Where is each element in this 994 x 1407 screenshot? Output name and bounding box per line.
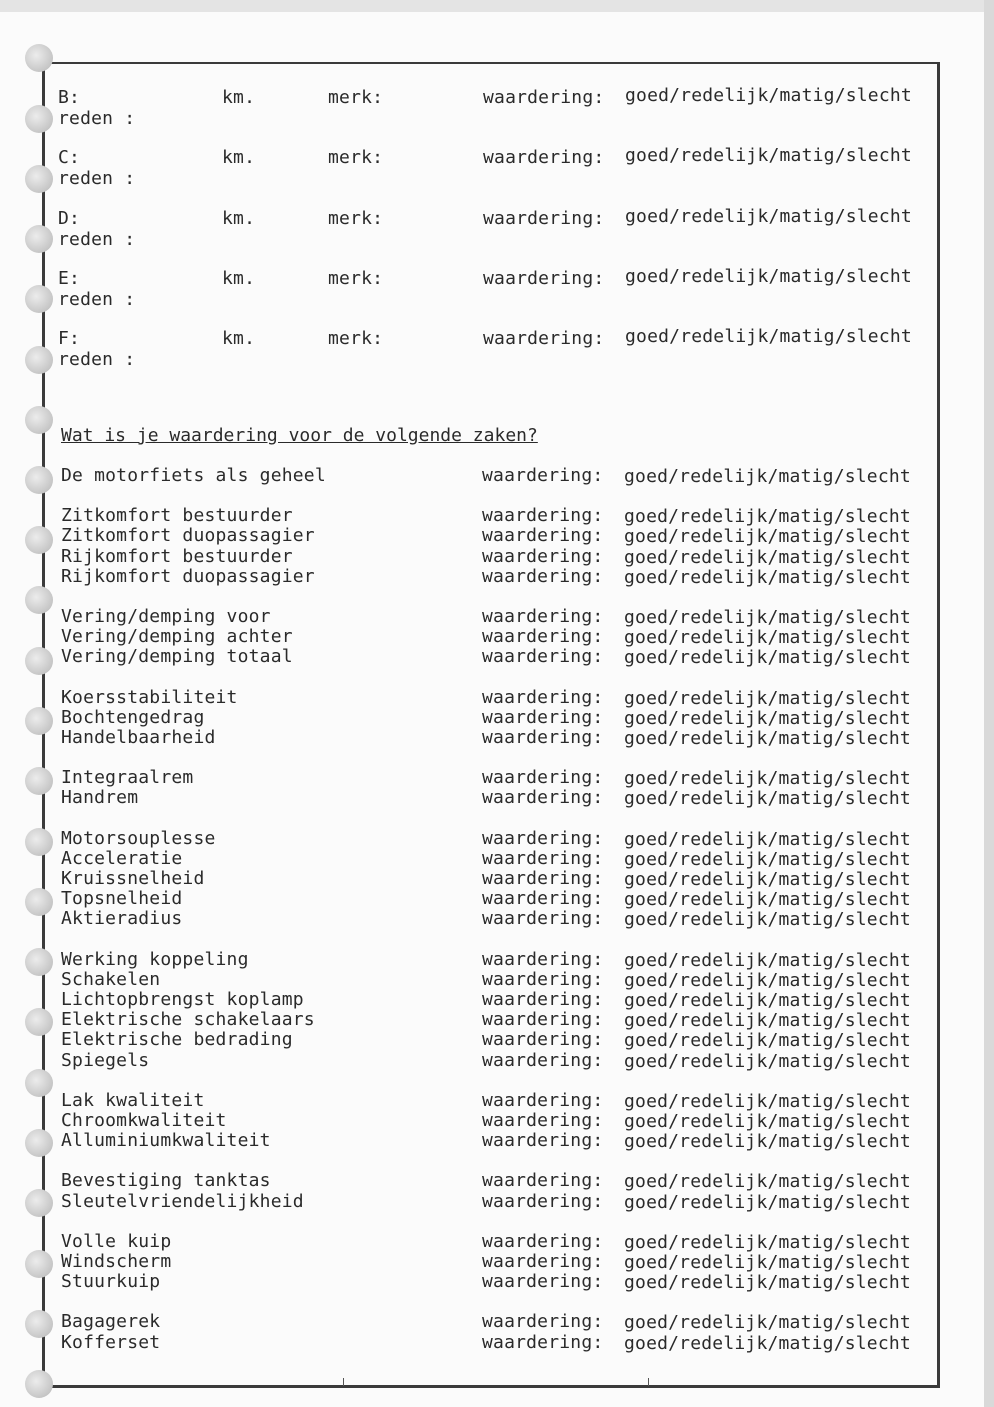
rating-options: goed/redelijk/matig/slecht bbox=[625, 326, 912, 348]
rating-options: goed/redelijk/matig/slecht bbox=[624, 1131, 911, 1153]
rating-options: goed/redelijk/matig/slecht bbox=[624, 788, 911, 810]
waardering-label: waardering: bbox=[482, 868, 604, 889]
waardering-label: waardering: bbox=[482, 626, 604, 648]
waardering-label: waardering: bbox=[482, 888, 604, 910]
rating-options: goed/redelijk/matig/slecht bbox=[624, 647, 911, 669]
rating-item-label: Vering/demping achter bbox=[61, 626, 293, 648]
merk-label: merk: bbox=[328, 207, 384, 229]
rating-options: goed/redelijk/matig/slecht bbox=[624, 1090, 911, 1112]
rating-item-label: Elektrische bedrading bbox=[61, 1029, 293, 1051]
rating-item-label: Windscherm bbox=[61, 1251, 172, 1272]
waardering-label: waardering: bbox=[482, 646, 604, 668]
rating-item-label: Integraalrem bbox=[61, 767, 194, 789]
rating-options: goed/redelijk/matig/slecht bbox=[624, 969, 911, 991]
vehicle-label: D: bbox=[58, 207, 81, 229]
rating-options: goed/redelijk/matig/slecht bbox=[625, 85, 912, 106]
rating-options: goed/redelijk/matig/slecht bbox=[624, 1111, 911, 1132]
binder-hole bbox=[25, 1370, 53, 1398]
waardering-label: waardering: bbox=[482, 1049, 604, 1071]
rating-item-label: Schakelen bbox=[61, 968, 161, 990]
rating-options: goed/redelijk/matig/slecht bbox=[624, 1332, 911, 1354]
rating-options: goed/redelijk/matig/slecht bbox=[624, 768, 911, 790]
waardering-label: waardering: bbox=[482, 787, 604, 809]
merk-label: merk: bbox=[328, 147, 384, 169]
waardering-label: waardering: bbox=[482, 908, 604, 930]
vehicle-label: B: bbox=[58, 87, 81, 108]
rating-options: goed/redelijk/matig/slecht bbox=[624, 889, 911, 911]
rating-item-label: Lichtopbrengst koplamp bbox=[61, 989, 304, 1010]
waardering-label: waardering: bbox=[483, 207, 605, 229]
rating-options: goed/redelijk/matig/slecht bbox=[624, 1191, 911, 1213]
rating-options: goed/redelijk/matig/slecht bbox=[624, 949, 911, 971]
scan-edge-top bbox=[0, 0, 994, 12]
rating-options: goed/redelijk/matig/slecht bbox=[624, 627, 911, 649]
rating-options: goed/redelijk/matig/slecht bbox=[624, 1312, 911, 1334]
rating-item-label: Zitkomfort duopassagier bbox=[61, 525, 315, 547]
rating-item-label: Topsnelheid bbox=[61, 888, 183, 910]
rating-options: goed/redelijk/matig/slecht bbox=[624, 1050, 911, 1072]
km-label: km. bbox=[222, 267, 256, 289]
rating-options: goed/redelijk/matig/slecht bbox=[624, 990, 911, 1011]
binder-hole bbox=[25, 1189, 53, 1217]
reden-label: reden : bbox=[58, 349, 136, 371]
binder-hole bbox=[25, 1069, 53, 1097]
rating-item-label: Lak kwaliteit bbox=[61, 1089, 205, 1111]
km-label: km. bbox=[222, 87, 256, 108]
waardering-label: waardering: bbox=[482, 686, 604, 708]
rating-item-label: Spiegels bbox=[61, 1049, 150, 1071]
waardering-label: waardering: bbox=[482, 1331, 604, 1353]
rating-options: goed/redelijk/matig/slecht bbox=[624, 909, 911, 931]
vehicle-label: F: bbox=[58, 328, 81, 350]
reden-label: reden : bbox=[58, 168, 136, 190]
binder-hole bbox=[25, 828, 53, 856]
reden-label: reden : bbox=[58, 108, 136, 129]
waardering-label: waardering: bbox=[483, 267, 605, 289]
rating-item-label: Handelbaarheid bbox=[61, 727, 216, 748]
merk-label: merk: bbox=[328, 328, 384, 350]
crop-mark bbox=[648, 1378, 649, 1386]
rating-item-label: Koersstabiliteit bbox=[61, 686, 238, 708]
merk-label: merk: bbox=[328, 267, 384, 289]
rating-options: goed/redelijk/matig/slecht bbox=[625, 265, 912, 287]
binder-hole bbox=[25, 225, 53, 253]
waardering-label: waardering: bbox=[482, 1271, 604, 1293]
rating-item-label: Kofferset bbox=[61, 1331, 161, 1353]
binder-hole bbox=[25, 466, 53, 494]
rating-item-label: Rijkomfort bestuurder bbox=[61, 545, 293, 567]
binder-hole bbox=[25, 647, 53, 675]
rating-item-label: Rijkomfort duopassagier bbox=[61, 565, 315, 587]
binder-hole bbox=[25, 165, 53, 193]
rating-options: goed/redelijk/matig/slecht bbox=[624, 1030, 911, 1052]
waardering-label: waardering: bbox=[482, 1029, 604, 1051]
reden-label: reden : bbox=[58, 288, 136, 310]
waardering-label: waardering: bbox=[483, 328, 605, 350]
rating-item-label: De motorfiets als geheel bbox=[61, 465, 326, 486]
rating-item-label: Vering/demping totaal bbox=[61, 646, 293, 668]
waardering-label: waardering: bbox=[482, 505, 604, 527]
rating-options: goed/redelijk/matig/slecht bbox=[624, 1272, 911, 1294]
waardering-label: waardering: bbox=[482, 1089, 604, 1111]
rating-options: goed/redelijk/matig/slecht bbox=[624, 526, 911, 548]
binder-hole bbox=[25, 406, 53, 434]
rating-options: goed/redelijk/matig/slecht bbox=[624, 728, 911, 749]
waardering-label: waardering: bbox=[482, 767, 604, 789]
crop-mark bbox=[343, 1378, 344, 1386]
rating-options: goed/redelijk/matig/slecht bbox=[624, 546, 911, 568]
waardering-label: waardering: bbox=[482, 847, 604, 869]
rating-options: goed/redelijk/matig/slecht bbox=[624, 506, 911, 528]
binder-hole bbox=[25, 767, 53, 795]
waardering-label: waardering: bbox=[482, 1110, 604, 1131]
rating-item-label: Kruissnelheid bbox=[61, 868, 205, 889]
binder-hole bbox=[25, 105, 53, 133]
binder-hole bbox=[25, 346, 53, 374]
rating-options: goed/redelijk/matig/slecht bbox=[624, 566, 911, 588]
waardering-label: waardering: bbox=[482, 827, 604, 849]
rating-options: goed/redelijk/matig/slecht bbox=[624, 848, 911, 870]
rating-options: goed/redelijk/matig/slecht bbox=[624, 707, 911, 729]
rating-item-label: Aktieradius bbox=[61, 908, 183, 930]
rating-item-label: Volle kuip bbox=[61, 1230, 172, 1252]
waardering-label: waardering: bbox=[482, 706, 604, 728]
waardering-label: waardering: bbox=[482, 1251, 604, 1272]
vehicle-label: C: bbox=[58, 147, 81, 169]
reden-label: reden : bbox=[58, 228, 136, 250]
rating-item-label: Elektrische schakelaars bbox=[61, 1009, 315, 1031]
binder-hole bbox=[25, 1250, 53, 1278]
rating-item-label: Alluminiumkwaliteit bbox=[61, 1130, 271, 1152]
rating-item-label: Vering/demping voor bbox=[61, 606, 271, 627]
waardering-label: waardering: bbox=[482, 948, 604, 970]
rating-options: goed/redelijk/matig/slecht bbox=[624, 466, 911, 487]
waardering-label: waardering: bbox=[482, 727, 604, 748]
rating-options: goed/redelijk/matig/slecht bbox=[624, 1252, 911, 1273]
waardering-label: waardering: bbox=[482, 968, 604, 990]
waardering-label: waardering: bbox=[482, 606, 604, 627]
rating-item-label: Zitkomfort bestuurder bbox=[61, 505, 293, 527]
waardering-label: waardering: bbox=[482, 565, 604, 587]
binder-hole bbox=[25, 948, 53, 976]
binder-hole bbox=[25, 1310, 53, 1338]
merk-label: merk: bbox=[328, 87, 384, 108]
waardering-label: waardering: bbox=[482, 1009, 604, 1031]
waardering-label: waardering: bbox=[482, 1190, 604, 1212]
rating-options: goed/redelijk/matig/slecht bbox=[624, 607, 911, 628]
rating-item-label: Motorsouplesse bbox=[61, 827, 216, 849]
waardering-label: waardering: bbox=[482, 989, 604, 1010]
rating-options: goed/redelijk/matig/slecht bbox=[624, 687, 911, 709]
waardering-label: waardering: bbox=[482, 545, 604, 567]
waardering-label: waardering: bbox=[483, 147, 605, 169]
rating-item-label: Stuurkuip bbox=[61, 1271, 161, 1293]
binder-hole bbox=[25, 707, 53, 735]
rating-item-label: Werking koppeling bbox=[61, 948, 249, 970]
rating-item-label: Bevestiging tanktas bbox=[61, 1170, 271, 1192]
waardering-label: waardering: bbox=[482, 1170, 604, 1192]
km-label: km. bbox=[222, 328, 256, 350]
rating-item-label: Handrem bbox=[61, 787, 139, 809]
binder-hole bbox=[25, 1129, 53, 1157]
binder-hole bbox=[25, 1008, 53, 1036]
rating-options: goed/redelijk/matig/slecht bbox=[625, 205, 912, 227]
vehicle-label: E: bbox=[58, 267, 81, 289]
rating-options: goed/redelijk/matig/slecht bbox=[624, 828, 911, 850]
binder-hole bbox=[25, 888, 53, 916]
binder-hole bbox=[25, 586, 53, 614]
waardering-label: waardering: bbox=[482, 465, 604, 486]
waardering-label: waardering: bbox=[483, 87, 605, 108]
km-label: km. bbox=[222, 147, 256, 169]
waardering-label: waardering: bbox=[482, 1311, 604, 1333]
rating-options: goed/redelijk/matig/slecht bbox=[624, 1010, 911, 1032]
rating-options: goed/redelijk/matig/slecht bbox=[625, 145, 912, 167]
rating-item-label: Acceleratie bbox=[61, 847, 183, 869]
rating-item-label: Bagagerek bbox=[61, 1311, 161, 1333]
section-heading: Wat is je waardering voor de volgende zaken? bbox=[61, 425, 538, 446]
binder-hole bbox=[25, 526, 53, 554]
rating-item-label: Chroomkwaliteit bbox=[61, 1110, 227, 1131]
waardering-label: waardering: bbox=[482, 525, 604, 547]
rating-options: goed/redelijk/matig/slecht bbox=[624, 1171, 911, 1193]
rating-options: goed/redelijk/matig/slecht bbox=[624, 1231, 911, 1253]
rating-item-label: Bochtengedrag bbox=[61, 706, 205, 728]
waardering-label: waardering: bbox=[482, 1230, 604, 1252]
binder-hole bbox=[25, 285, 53, 313]
rating-item-label: Sleutelvriendelijkheid bbox=[61, 1190, 304, 1212]
binder-hole bbox=[25, 44, 53, 72]
scan-edge-right bbox=[984, 0, 994, 1407]
rating-options: goed/redelijk/matig/slecht bbox=[624, 869, 911, 890]
waardering-label: waardering: bbox=[482, 1130, 604, 1152]
km-label: km. bbox=[222, 207, 256, 229]
